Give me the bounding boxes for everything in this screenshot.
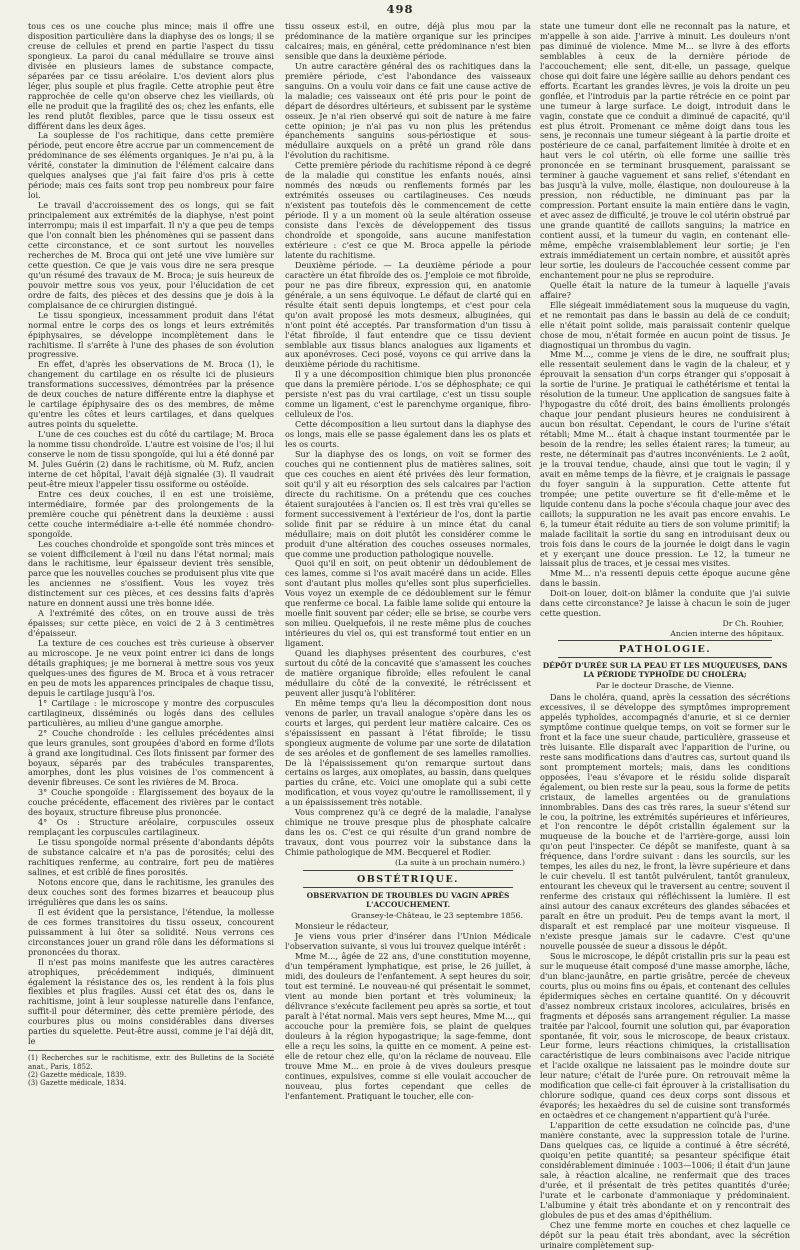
article-title: OBSERVATION DE TROUBLES DU VAGIN APRÈS L'ACCOUCHEMENT. — [306, 890, 510, 909]
dateline: Gransey-le-Château, le 23 septembre 1856. — [351, 910, 523, 920]
salutation: Monsieur le rédacteur, — [295, 921, 389, 932]
col1-paragraph: L'une de ces couches est du côté du cartilage; M. Broca la nomme tissu chondroïde. L'autre est voisine de l'os; il lui conserve le nom de tissu spongoïde, qui lui a été donné par M. Jules Guérin (2) dans le rachitisme, où M. Rufz, ancien interne de cet hôpital, l'avait déjà signalée (3). Il vaudrait peut-être mieux l'appeler tissu ossiforme ou ostéoïde. — [28, 429, 274, 489]
col3-paragraph: Mme M... n'a ressenti depuis cette époque aucune gêne dans le bassin. — [540, 568, 790, 589]
col2-paragraph: tissu osseux est-il, en outre, déjà plus mou par la prédominance de la matière organique sur les principes calcaires; mais, en général, cette prédominance n'est bien sensible que dans la deuxième période. — [285, 21, 531, 61]
footnote: (2) Gazette médicale, 1839. — [28, 1070, 127, 1079]
column-2 — [285, 21, 531, 1101]
section-rule — [303, 870, 513, 871]
column-3 — [540, 21, 790, 1250]
byline: Par le docteur Drasche, de Vienne. — [596, 681, 734, 691]
col1-paragraph: Entre ces deux couches, il en est une troisième, intermédiaire, formée par des prolongements de la première couche qui pénètrent dans la deuxième : aussi cette couche intermédiaire a-t-elle été nommée chondro-spongoïde. — [28, 488, 274, 539]
col1-paragraph: 2° Couche chondroïde : les cellules précédentes ainsi que leurs granules, sont groupées d'abord en forme d'îlots à grand axe longitudinal. Ces îlots finissent par former des boyaux, séparés par des trabécules transparentes, amorphes, dont les plus voisines de l'os commencent à devenir fibreuses. Ce sont les rivières de M. Broca. — [28, 727, 274, 788]
col1-paragraph: La texture de ces couches est très curieuse à observer au microscope. Je ne veux point entrer ici dans de longs détails graphiques; je me bornerai à mettre sous vos yeux quelques-unes des figures de M. Broca et à vous retracer en peu de mots les apparences principales de chaque tissu, depuis le cartilage jusqu'à l'os. — [28, 638, 274, 698]
col3-paragraph: Sous le microscope, le dépôt cristallin pris sur la peau est sur le muqueuse était composé d'une masse amorphe, lâche, d'un blanc-jaunâtre, en partie grisâtre, percée de cheveux courts, plus ou moins fins ou épais, et contenant des cellules épidermiques sèches en certaine quantité. On y découvrit d'assez nombreux cristaux incolores, aciculaires, brisés en fragments et déposés sans arrangement régulier. La masse traitée par l'alcool, fournit une solution qui, par évaporation spontanée, fit voir, sous le microscope, de beaux cristaux. Leur forme, leurs réactions chimiques, la cristallisation caractéristique de leurs combinaisons avec l'acide nitrique et l'acide oxalique ne laissaient pas le moindre doute sur leur nature; c'était de l'urée pure. On retrouvait même la modification que celle-ci fait éprouver à la cristallisation du chlorure sodique, quand ces deux corps sont dissous et évaporés; les hexaèdres du sel de cuisine sont transformés en octaèdres et ce changement n'appartient qu'à l'urée. — [540, 950, 790, 1121]
col1-body — [28, 22, 274, 1047]
col3-paragraph: Quelle était la nature de la tumeur à laquelle j'avais affaire? — [540, 279, 790, 300]
col3-paragraph: Dans le choléra, quand, après la cessation des sécrétions excessives, il se développe des symptômes improprement appelés typhoïdes, accompagnés d'anurie, et si ce dernier symptôme continue quelque temps, on voit se former sur le front et la face une sueur chaude, particulière, grasseuse et très luisante. Elle disparaît avec l'apparition de l'urine, ou reste sans modifications dans d'autres cas, surtout quand ils sont promptement mortels; mais, dans les conditions opposées, l'eau s'évapore et le résidu solide disparaît également, ou bien reste sur la peau, sous la forme de petits cristaux, de lamelles argentées ou de granulations innombrables. Dans des cas très rares, la sueur s'étend sur le cou, la poitrine, les extrémités supérieures et inférieures, et l'on rencontre le dépôt cristallin également sur la muqueuse de la bouche et de l'arrière-gorge, aussi loin qu'on peut l'inspecter. Ce dépôt se manifeste, quant à sa fréquence, dans l'ordre suivant : dans les sourcils, sur les tempes, les ailes du nez, le front, la lèvre supérieure et dans le cuir chevelu. Il est tantôt pulvérulent, tantôt granuleux, entourant les cheveux qui le traversent au centre; souvent il renferme des cristaux qui réfléchissent la lumière. Il est ainsi autour des canaux excréteurs des glandes sébacées et paraît en être un produit. Peu de temps avant la mort, il disparaît et est remplacé par une moiteur visqueuse. Il n'existe presque jamais sur le cadavre. C'est qu'une nouvelle poussée de sueur a dissous le dépôt. — [540, 692, 790, 951]
footnote: (1) Recherches sur le rachitisme, extr. des Bulletins de la Société anat., Paris, 1852. — [28, 1054, 274, 1071]
col3-paragraph: Mme M..., comme je viens de le dire, ne souffrait plus; elle ressentait seulement dans le vagin de la chaleur, et y éprouvait la sensation d'un corps étranger qui s'opposait à la sortie de l'urine. Je pratiquai le cathétérisme et tentai la résolution de la tumeur. Une application de sangsues faite à l'hypogastre du côté droit, des bains émollients prolongés chaque jour pendant plusieurs heures ne conduisirent à aucun bon résultat. Cependant, le cours de l'urine s'était rétabli; Mme M... était à chaque instant tourmentée par le besoin de la rendre; les selles étaient rares; la tumeur, au reste, ne déterminait pas d'autres inconvénients. Le 2 août, je la trouvai tendue, chaude, ainsi que tout le vagin; il y avait en même temps de la fièvre, et je craignais le passage du foyer sanguin à la suppuration. Cette attente fut trompée; une petite ouverture se fit d'elle-même et le liquide contenu dans la poche s'écoula chaque jour avec des caillots; la suppuration ne les avait pas encore envahis. Le 6, la tumeur était réduite au tiers de son volume primitif; la malade facilitait la sortie du sang en introduisant deux ou trois fois dans le cours de la journée le doigt dans le vagin et y exerçant une douce pression. Le 12, la tumeur ne laissait plus de traces, et je cessai mes visites. — [540, 349, 790, 569]
col3-paragraph: L'apparition de cette exsudation ne coïncide pas, d'une manière constante, avec la suppression totale de l'urine. Dans quelques cas, ce liquide a continué à être sécrété, quoiqu'en petite quantité; sa pesanteur spécifique était considérablement diminuée : 1003—1006; il était d'un jaune sale, à réaction alcaline, ne renfermait que des traces d'urée, et il présentait de très petites quantités d'urée; l'urate et le carbonate d'ammoniaque y prédominaient. L'albumine y était très abondante et on y rencontrait des globules de pus et des amas d'épithélium. — [540, 1120, 790, 1220]
col2-paragraph: Cette première période du rachitisme répond à ce degré de la maladie qui constitue les enfants noués, ainsi nommés des nœuds ou renflements formés par les extrémités osseuses ou cartilagineuses. Ces nœuds n'existent pas toutefois dès le commencement de cette période. Il y a un moment où la seule altération osseuse consiste dans l'excès de développement des tissus chondroïde et spongoïde, sans aucune manifestation extérieure : c'est ce que M. Broca appelle la période latente du rachitisme. — [285, 160, 531, 260]
footnote-rule — [28, 1050, 274, 1051]
section-heading-pathologie: PATHOLOGIE. — [618, 644, 712, 656]
col1-paragraph: Le tissu spongieux, incessamment produit dans l'état normal entre le corps des os longs et leurs extrémités épiphysaires, se développe incomplètement dans le rachitisme. Il s'arrête à l'une des phases de son évolution progressive. — [28, 309, 274, 360]
footnote: (3) Gazette médicale, 1834. — [28, 1079, 127, 1088]
col1-paragraph: 4° Os : Structure aréolaire, corpuscules osseux remplaçant les corpuscules cartilagineux. — [28, 817, 274, 838]
col3-paragraph: state une tumeur dont elle ne reconnaît pas la nature, et m'appelle à son aide. J'arrive à minuit. Les douleurs n'ont pas diminué de violence. Mme M... se livre à des efforts semblables à ceux de la dernière période de l'accouchement; elle sent, dit-elle, un passage, quelque chose qui doit faire une légère saillie au dehors pendant ces efforts. Écartant les grandes lèvres, je vois la droite un peu gonflée, et l'introduis par la partie rétrécie en ce point par une tumeur à large surface. Le doigt, introduit dans le vagin, constate que ce conduit a diminué de capacité, qu'il est plus étroit. Promenant ce même doigt dans tous les sens, je reconnais une tumeur siégeant à la partie droite et postérieure de ce canal, parfaitement limitée à droite et en haut vers le col utérin, où elle forme une saillie très prononcée en se terminant brusquement, paraissant se terminer à gauche vaguement et sans relief, s'étendant en bas jusqu'à la vulve, molle, élastique, non douloureuse à la pression, non réductible, ne diminuant pas par la compression. Portant ensuite la main entière dans le vagin, et avec assez de difficulté, je trouve le col utérin obstrué par une grande quantité de caillots sanguins; la matrice en contient aussi, et la tumeur du vagin, en contenant elle-même, empêche vraisemblablement leur sortie; je l'en extrais immédiatement un certain nombre, et aussitôt après leur sortie, les douleurs de l'accouchée cessent comme par enchantement pour ne plus se reproduire. — [540, 21, 790, 280]
col2-paragraph: En même temps qu'a lieu la décomposition dont nous venons de parler, un travail analogue s'opère dans les os courts et larges, qui perdent leur matière calcaire. Ces os s'épaississent en passant à l'état fibroïde; le tissu spongieux augmente de volume par une sorte de dilatation de ses aréoles et de gonflement de ses lamelles ramollies. De là l'épaississement qu'on remarque surtout dans certains os larges, aux omoplates, au bassin, dans quelques parties du crâne, etc. Voici une omoplate qui a subi cette modification, et vous voyez qu'outre le ramollissement, il y a un épaississement très notable. — [285, 697, 531, 808]
section-rule — [558, 657, 772, 658]
author-signature: Dr Ch. Rouhier, — [722, 619, 784, 629]
col2-paragraph: Mme M..., âgée de 22 ans, d'une constitution moyenne, d'un tempérament lymphatique, est prise, le 26 juillet, à midi, des douleurs de l'enfantement. A sept heures du soir, tout est terminé. Le nouveau-né qui présentait le sommet, vient au monde bien portant et très volumineux; la délivrance s'exécute facilement peu après sa sortie, et tout paraît à l'état normal. Mais vers sept heures, Mme M..., qui accouche pour la première fois, se plaint de quelques douleurs à la région hypogastrique; la sage-femme, dont elle a reçu les soins, la quitte en ce moment. A peine est-elle de retour chez elle, qu'on la réclame de nouveau. Elle trouve Mme M... en proie à de vives douleurs presque continues, expulsives, comme si elle voulait accoucher de nouveau, plus fortes cependant que celles de l'enfantement. Pratiquant le toucher, elle con- — [285, 951, 531, 1101]
col1-paragraph: Les couches chondroïde et spongoïde sont très minces et se voient difficilement à l'œil nu dans l'état normal; mais dans le rachitisme, leur épaisseur devient très sensible, parce que les nouvelles couches se produisent plus vite que les anciennes ne s'ossifient. Vous les voyez très distinctement sur ces pièces, et ces dessins faits d'après nature en donnent aussi une très bonne idée. — [28, 538, 274, 609]
section-rule — [303, 887, 513, 888]
article-title: DÉPÔT D'URÉE SUR LA PEAU ET LES MUQUEUSES, DANS LA PÉRIODE TYPHOÏDE DU CHOLÉRA; — [542, 661, 788, 680]
col1-paragraph: A l'extrémité des côtes, on en trouve aussi de très épaisses; sur cette pièce, en voici de 2 à 3 centimètres d'épaisseur. — [28, 608, 274, 639]
col1-paragraph: Le travail d'accroissement des os longs, qui se fait principalement aux extrémités de la diaphyse, n'est point interrompu; mais il est imparfait. Il n'y a que peu de temps que l'on connaît bien les phénomènes qui se passent dans cette circonstance, et ce sont surtout les nouvelles recherches de M. Broca qui ont jeté une vive lumière sur cette question. Ce que je vais vous dire ne sera presque qu'un résumé des travaux de M. Broca; je suis heureux de pouvoir mettre sous vos yeux, pour l'élucidation de cet ordre de faits, des pièces et des dessins que je dois à la complaisance de ce chirurgien distingué. — [28, 200, 274, 310]
col2-paragraph: Quand les diaphyses présentent des courbures, c'est surtout du côté de la concavité que s'amassent les couches de matière organique fibroïde; elles refoulent le canal médullaire du côté de la convexité, le rétrécissent et peuvent aller jusqu'à l'oblitérer. — [285, 648, 531, 698]
col1-paragraph: Il est évident que la persistance, l'étendue, la mollesse de ces formes transitoires du tissu osseux, concourent puissamment à lui ôter sa solidité. Nous verrons ces circonstances jouer un grand rôle dans les déformations si prononcées du thorax. — [28, 906, 274, 957]
continuation-note: (La suite à un prochain numéro.) — [394, 858, 525, 868]
col3-paragraph: Chez une femme morte en couches et chez laquelle ce dépôt sur la peau était très abondant, avec la sécrétion urinaire complètement sup- — [540, 1219, 790, 1250]
col1-paragraph: Notons encore que, dans le rachitisme, les granules des deux couches sont des formes bizarres et beaucoup plus irrégulières que dans les os sains. — [28, 876, 274, 907]
col2-paragraph: Un autre caractère général des os rachitiques dans la première période, c'est l'abondance des vaisseaux sanguins. On a voulu voir dans ce fait une cause active de la maladie; ces vaisseaux ont été pris pour le point de départ de désordres ultérieurs, et subissent par le système osseux. Je n'ai rien observé qui soit de nature à me faire cette opinion; je n'ai pas vu non plus les prétendus épanchements sanguins sous-périostique et sous-médullaire auxquels on a prêté un grand rôle dans l'évolution du rachitisme. — [285, 60, 531, 161]
col3-paragraph: Elle siégeait immédiatement sous la muqueuse du vagin, et ne remontait pas dans le bassin au delà de ce conduit; elle n'était point solide, mais paraissait contenir quelque chose de mou, n'était formée en aucun point de tissus. Je diagnostiquai un thrombus du vagin. — [540, 299, 790, 350]
col1-paragraph: En effet, d'après les observations de M. Broca (1), le changement du cartilage en os résulte ici de plusieurs transformations successives, démontrées par la présence de deux couches de nature différente entre la diaphyse et le cartilage épiphysaire des os des membres, de même qu'entre les côtes et leurs cartilages, et dans quelques autres points du squelette. — [28, 359, 274, 430]
author-title: Ancien interne des hôpitaux. — [670, 628, 784, 638]
section-heading-obstetrique: OBSTÉTRIQUE. — [357, 873, 459, 885]
col2-paragraph: Il y a une décomposition chimique bien plus prononcée que dans la première période. L'os se déphosphate; ce qui persiste n'est pas du vrai cartilage, c'est un tissu souple comme un ligament, c'est le parenchyme organique, fibro-celluleux de l'os. — [285, 369, 531, 420]
col2-paragraph: Cette décomposition a lieu surtout dans la diaphyse des os longs, mais elle se passe également dans les os plats et les os courts. — [285, 419, 531, 450]
col1-paragraph: tous ces os une couche plus mince; mais il offre une disposition particulière dans la diaphyse des os longs; il se creuse de cellules et prend en partie l'aspect du tissu spongieux. La paroi du canal médullaire se trouve ainsi divisée en plusieurs lames de substance compacte, séparées par ce tissu aréolaire. L'os devient alors plus léger, plus souple et plus fragile. Cette atrophie peut être rapprochée de celle qu'on observe chez les vieillards, où elle ne produit que la fragilité des os; chez les enfants, elle les rend plutôt flexibles, parce que le tissu osseux est différent dans les deux âges. — [28, 21, 274, 131]
col2-paragraph: Deuxième période. — La deuxième période a pour caractère un état fibroïde des os. J'emploie ce mot fibroïde, pour ne pas dire fibreux, expression qui, en anatomie générale, a un sens équivoque. Le défaut de clarté qui en résulte était senti depuis longtemps, et c'est pour cela qu'on avait proposé les mots desmeux, albuginées, qui n'ont point été acceptés. Par transformation d'un tissu à l'état fibroïde, il faut entendre que ce tissu devient semblable aux tissus blancs analogues aux ligaments et aux aponévroses. Ceci posé, voyons ce qui arrive dans la deuxième période du rachitisme. — [285, 259, 531, 370]
column-1 — [28, 22, 274, 1092]
col2-paragraph: Quoi qu'il en soit, on peut obtenir un dédoublement de ces lames, comme si l'os avait macéré dans un acide. Elles sont d'autant plus molles qu'elles sont plus superficielles. Vous voyez un exemple de ce dédoublement sur le fémur que renferme ce bocal. La faible lame solide qui entoure la moelle finit souvent par céder; elle se brise, se courbe vers son milieu. Quelquefois, il ne reste même plus de couches intérieures du viel os, qui est transformé tout entier en un ligament. — [285, 558, 531, 649]
col1-paragraph: 1° Cartilage : le microscope y montre des corpuscules cartilagineux, disséminés ou logés dans des cellules particulières, au milieu d'une gangue amorphe. — [28, 697, 274, 728]
col3-paragraph: Doit-on louer, doit-on blâmer la conduite que j'ai suivie dans cette circonstance? Je laisse à chacun le soin de juger cette question. — [540, 588, 790, 619]
col2-paragraph: Sur la diaphyse des os longs, on voit se former des couches qui ne contiennent plus de matières salines, soit que ces couches en aient été privées dès leur formation, soit qu'il y ait eu résorption des sels calcaires par l'action directe du rachitisme. On a prétendu que ces couches étaient surajoutées à l'ancien os. Il est très vrai qu'elles se forment successivement à l'extérieur de l'os, dont la partie solide finit par se réduire à un mince état du canal médullaire; mais on doit plutôt les considérer comme le produit d'une altération des couches osseuses normales, que comme une production pathologique nouvelle. — [285, 448, 531, 559]
col1-footnotes — [28, 1054, 274, 1088]
col2-paragraph: Vous comprenez qu'à ce degré de la maladie, l'analyse chimique ne trouve presque plus de phosphate calcaire dans les os. C'est ce qui résulte d'un grand nombre de travaux, dont vous pourrez voir la substance dans la Chimie pathologique de MM. Becquerel et Rodier. — [285, 807, 531, 858]
section-rule — [558, 640, 772, 641]
col1-paragraph: 3° Couche spongoïde : Élargissement des boyaux de la couche précédente, effacement des rivières par le contact des boyaux, structure fibreuse plus prononcée. — [28, 787, 274, 818]
col1-paragraph: La souplesse de l'os rachitique, dans cette première période, peut encore être accrue par un commencement de prédominance de ses éléments organiques. Je n'ai pu, à la vérité, constater la diminution de l'élément calcaire dans quelques analyses que j'ai fait faire d'os pris à cette période; mais ces faits sont trop peu nombreux pour faire loi. — [28, 130, 274, 201]
col2-paragraph: Je viens vous prier d'insérer dans l'Union Médicale l'observation suivante, si vous lui trouvez quelque intérêt : — [285, 931, 531, 952]
page-number: 498 — [386, 2, 414, 16]
col1-paragraph: Il n'est pas moins manifeste que les autres caractères atrophiques, précédemment indiqués, diminuent également la résistance des os, les rendent à la fois plus flexibles et plus fragiles. Aussi cet état des os, dans le rachitisme, joint à leur souplesse naturelle dans l'enfance, suffit-il pour déterminer, dès cette première période, des courbures plus ou moins considérables dans diverses parties du squelette. Peut-être aussi, comme je l'ai déjà dit, le — [28, 956, 274, 1047]
col1-paragraph: Le tissu spongoïde normal présente d'abondants dépôts de substance calcaire et n'a pas de porosités; celui des rachitiques renferme, au contraire, fort peu de matières salines, et est criblé de fines porosités. — [28, 837, 274, 878]
